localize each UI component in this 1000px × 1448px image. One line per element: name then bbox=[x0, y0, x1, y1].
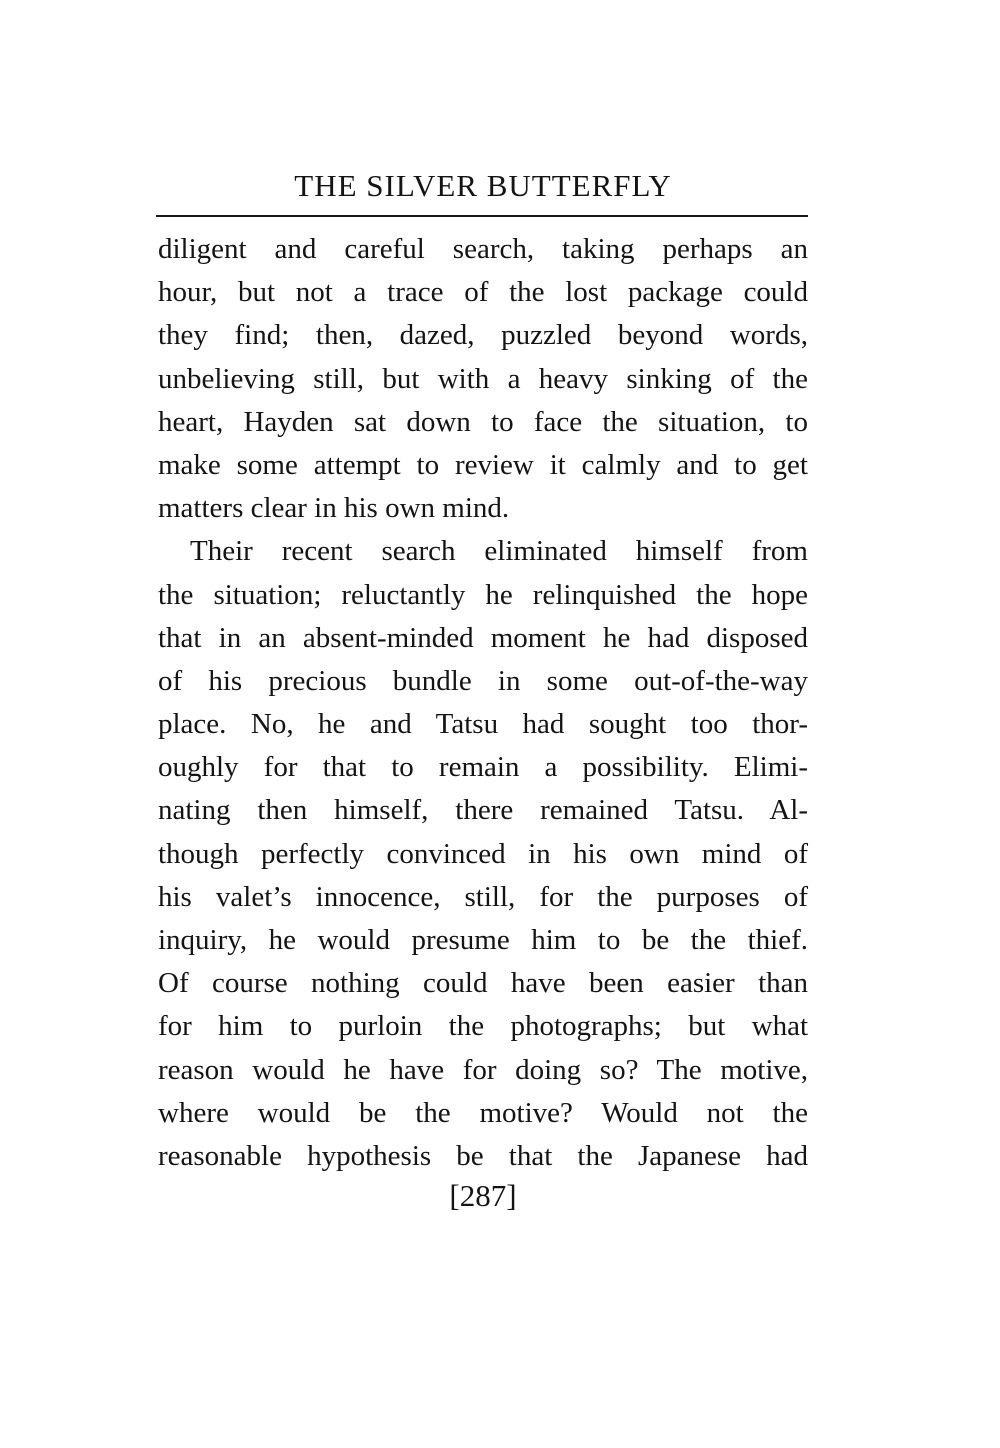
text-line: nating then himself, there remained Tatsu. Al- bbox=[158, 794, 808, 827]
text-line: Their recent search eliminated himself from bbox=[190, 535, 808, 568]
text-line: make some attempt to review it calmly and to get bbox=[158, 448, 808, 481]
text-line: they find; then, dazed, puzzled beyond words, bbox=[158, 319, 808, 352]
text-line: though perfectly convinced in his own mind of bbox=[158, 837, 808, 870]
text-line: where would be the motive? Would not the bbox=[158, 1096, 808, 1129]
text-line: reasonable hypothesis be that the Japanese had bbox=[158, 1139, 808, 1172]
text-line: diligent and careful search, taking perhaps an bbox=[158, 233, 808, 265]
text-line: unbelieving still, but with a heavy sinking of the bbox=[158, 362, 808, 395]
text-line: of his precious bundle in some out-of-the-way bbox=[158, 664, 808, 697]
text-line: the situation; reluctantly he relinquished the hope bbox=[158, 578, 808, 611]
text-line: Of course nothing could have been easier than bbox=[158, 967, 808, 1000]
paragraph-1 bbox=[158, 228, 808, 530]
text-line: hour, but not a trace of the lost package could bbox=[158, 276, 808, 309]
text-line: heart, Hayden sat down to face the situation, to bbox=[158, 405, 808, 438]
text-line: matters clear in his own mind. bbox=[158, 492, 510, 525]
text-line: his valet’s innocence, still, for the purposes of bbox=[158, 880, 808, 913]
paragraph-2 bbox=[158, 530, 808, 1178]
text-line: that in an absent-minded moment he had disposed bbox=[158, 621, 808, 654]
header-rule bbox=[156, 215, 808, 217]
text-line: oughly for that to remain a possibility. Elimi- bbox=[158, 751, 808, 784]
text-line: inquiry, he would presume him to be the thief. bbox=[158, 924, 808, 956]
body-text bbox=[158, 228, 808, 1178]
text-line: for him to purloin the photographs; but what bbox=[158, 1010, 808, 1043]
text-line: place. No, he and Tatsu had sought too thor- bbox=[158, 708, 808, 741]
text-line: reason would he have for doing so? The motive, bbox=[158, 1053, 808, 1086]
running-head: THE SILVER BUTTERFLY bbox=[294, 168, 672, 203]
page-number: [287] bbox=[449, 1178, 517, 1213]
